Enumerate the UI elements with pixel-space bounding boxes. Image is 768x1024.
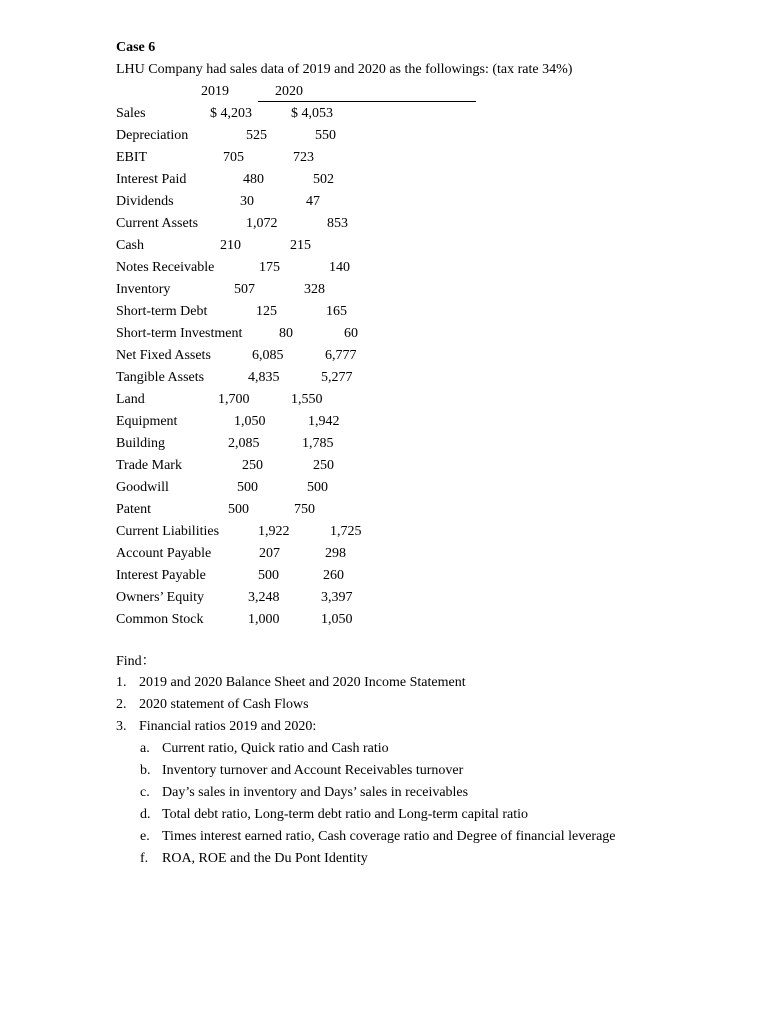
value-2020: 723 bbox=[293, 150, 314, 165]
row-label: Interest Paid bbox=[116, 172, 187, 187]
subtask-text: Day’s sales in inventory and Days’ sales in receivables bbox=[162, 785, 469, 800]
value-2019: 480 bbox=[243, 172, 264, 187]
subtask-text: ROA, ROE and the Du Pont Identity bbox=[162, 851, 368, 866]
row-label: EBIT bbox=[116, 150, 148, 165]
subtask-letter: e. bbox=[140, 829, 150, 844]
value-2019: 210 bbox=[220, 238, 241, 253]
value-2020: 1,785 bbox=[302, 436, 334, 451]
value-2020: 328 bbox=[304, 282, 325, 297]
value-2019: 6,085 bbox=[252, 348, 284, 363]
task-text: 2019 and 2020 Balance Sheet and 2020 Income Statement bbox=[139, 675, 466, 690]
subtask-text: Current ratio, Quick ratio and Cash ratio bbox=[162, 741, 389, 756]
value-2019: 705 bbox=[223, 150, 244, 165]
value-2019: 30 bbox=[240, 194, 254, 209]
value-2020: 6,777 bbox=[325, 348, 357, 363]
value-2019: 80 bbox=[279, 326, 293, 341]
value-2019: 1,000 bbox=[248, 612, 280, 627]
intro-text: LHU Company had sales data of 2019 and 2020 as the followings: (tax rate 34%) bbox=[116, 62, 573, 77]
find-title: Find： bbox=[116, 654, 156, 669]
value-2019: 1,050 bbox=[234, 414, 266, 429]
value-2020: 1,725 bbox=[330, 524, 362, 539]
row-label: Account Payable bbox=[116, 546, 212, 561]
row-label: Common Stock bbox=[116, 612, 204, 627]
value-2019: 175 bbox=[259, 260, 280, 275]
value-2019: 250 bbox=[242, 458, 263, 473]
value-2020: 165 bbox=[326, 304, 347, 319]
value-2019: 1,072 bbox=[246, 216, 278, 231]
value-2020: 260 bbox=[323, 568, 344, 583]
subtask-text: Inventory turnover and Account Receivables turnover bbox=[162, 763, 464, 778]
row-label: Interest Payable bbox=[116, 568, 206, 583]
value-2019: 1,700 bbox=[218, 392, 250, 407]
value-2020: 1,550 bbox=[291, 392, 323, 407]
case-title: Case 6 bbox=[116, 40, 156, 55]
value-2019: 500 bbox=[237, 480, 258, 495]
value-2019: 4,835 bbox=[248, 370, 280, 385]
value-2020: 5,277 bbox=[321, 370, 353, 385]
value-2020: 502 bbox=[313, 172, 334, 187]
row-label: Dividends bbox=[116, 194, 174, 209]
value-2020: 250 bbox=[313, 458, 334, 473]
subtask-letter: b. bbox=[140, 763, 151, 778]
header-rule bbox=[258, 101, 476, 102]
value-2019: 500 bbox=[258, 568, 279, 583]
subtask-letter: d. bbox=[140, 807, 151, 822]
subtask-letter: f. bbox=[140, 851, 149, 866]
task-number: 2. bbox=[116, 697, 127, 712]
value-2019: 2,085 bbox=[228, 436, 260, 451]
header-2020: 2020 bbox=[275, 84, 303, 99]
value-2019: 507 bbox=[234, 282, 255, 297]
subtask-letter: c. bbox=[140, 785, 150, 800]
row-label: Goodwill bbox=[116, 480, 169, 495]
row-label: Equipment bbox=[116, 414, 178, 429]
task-number: 3. bbox=[116, 719, 127, 734]
value-2019: 3,248 bbox=[248, 590, 280, 605]
task-number: 1. bbox=[116, 675, 127, 690]
row-label: Notes Receivable bbox=[116, 260, 215, 275]
row-label: Net Fixed Assets bbox=[116, 348, 211, 363]
value-2020: 750 bbox=[294, 502, 315, 517]
subtask-text: Total debt ratio, Long-term debt ratio and Long-term capital ratio bbox=[162, 807, 529, 822]
row-label: Tangible Assets bbox=[116, 370, 205, 385]
row-label: Inventory bbox=[116, 282, 171, 297]
value-2020: 853 bbox=[327, 216, 348, 231]
row-label: Trade Mark bbox=[116, 458, 182, 473]
task-text: Financial ratios 2019 and 2020: bbox=[139, 719, 317, 734]
value-2019: 525 bbox=[246, 128, 267, 143]
row-label: Short-term Investment bbox=[116, 326, 243, 341]
header-2019: 2019 bbox=[201, 84, 229, 99]
value-2020: 47 bbox=[306, 194, 320, 209]
row-label: Sales bbox=[116, 106, 146, 121]
row-label: Land bbox=[116, 392, 145, 407]
value-2020: 1,942 bbox=[308, 414, 340, 429]
value-2019: $ 4,203 bbox=[210, 106, 252, 121]
value-2019: 207 bbox=[259, 546, 280, 561]
task-text: 2020 statement of Cash Flows bbox=[139, 697, 309, 712]
value-2020: 298 bbox=[325, 546, 346, 561]
value-2019: 125 bbox=[256, 304, 277, 319]
row-label: Short-term Debt bbox=[116, 304, 208, 319]
value-2020: 60 bbox=[344, 326, 358, 341]
row-label: Current Assets bbox=[116, 216, 199, 231]
row-label: Depreciation bbox=[116, 128, 189, 143]
value-2020: 215 bbox=[290, 238, 311, 253]
value-2020: 500 bbox=[307, 480, 328, 495]
row-label: Cash bbox=[116, 238, 144, 253]
value-2019: 1,922 bbox=[258, 524, 290, 539]
subtask-letter: a. bbox=[140, 741, 150, 756]
subtask-text: Times interest earned ratio, Cash coverage ratio and Degree of financial leverage bbox=[162, 829, 616, 844]
row-label: Owners’ Equity bbox=[116, 590, 204, 605]
value-2019: 500 bbox=[228, 502, 249, 517]
value-2020: $ 4,053 bbox=[291, 106, 333, 121]
value-2020: 3,397 bbox=[321, 590, 353, 605]
row-label: Current Liabilities bbox=[116, 524, 220, 539]
value-2020: 1,050 bbox=[321, 612, 353, 627]
value-2020: 550 bbox=[315, 128, 336, 143]
row-label: Building bbox=[116, 436, 166, 451]
value-2020: 140 bbox=[329, 260, 350, 275]
row-label: Patent bbox=[116, 502, 151, 517]
